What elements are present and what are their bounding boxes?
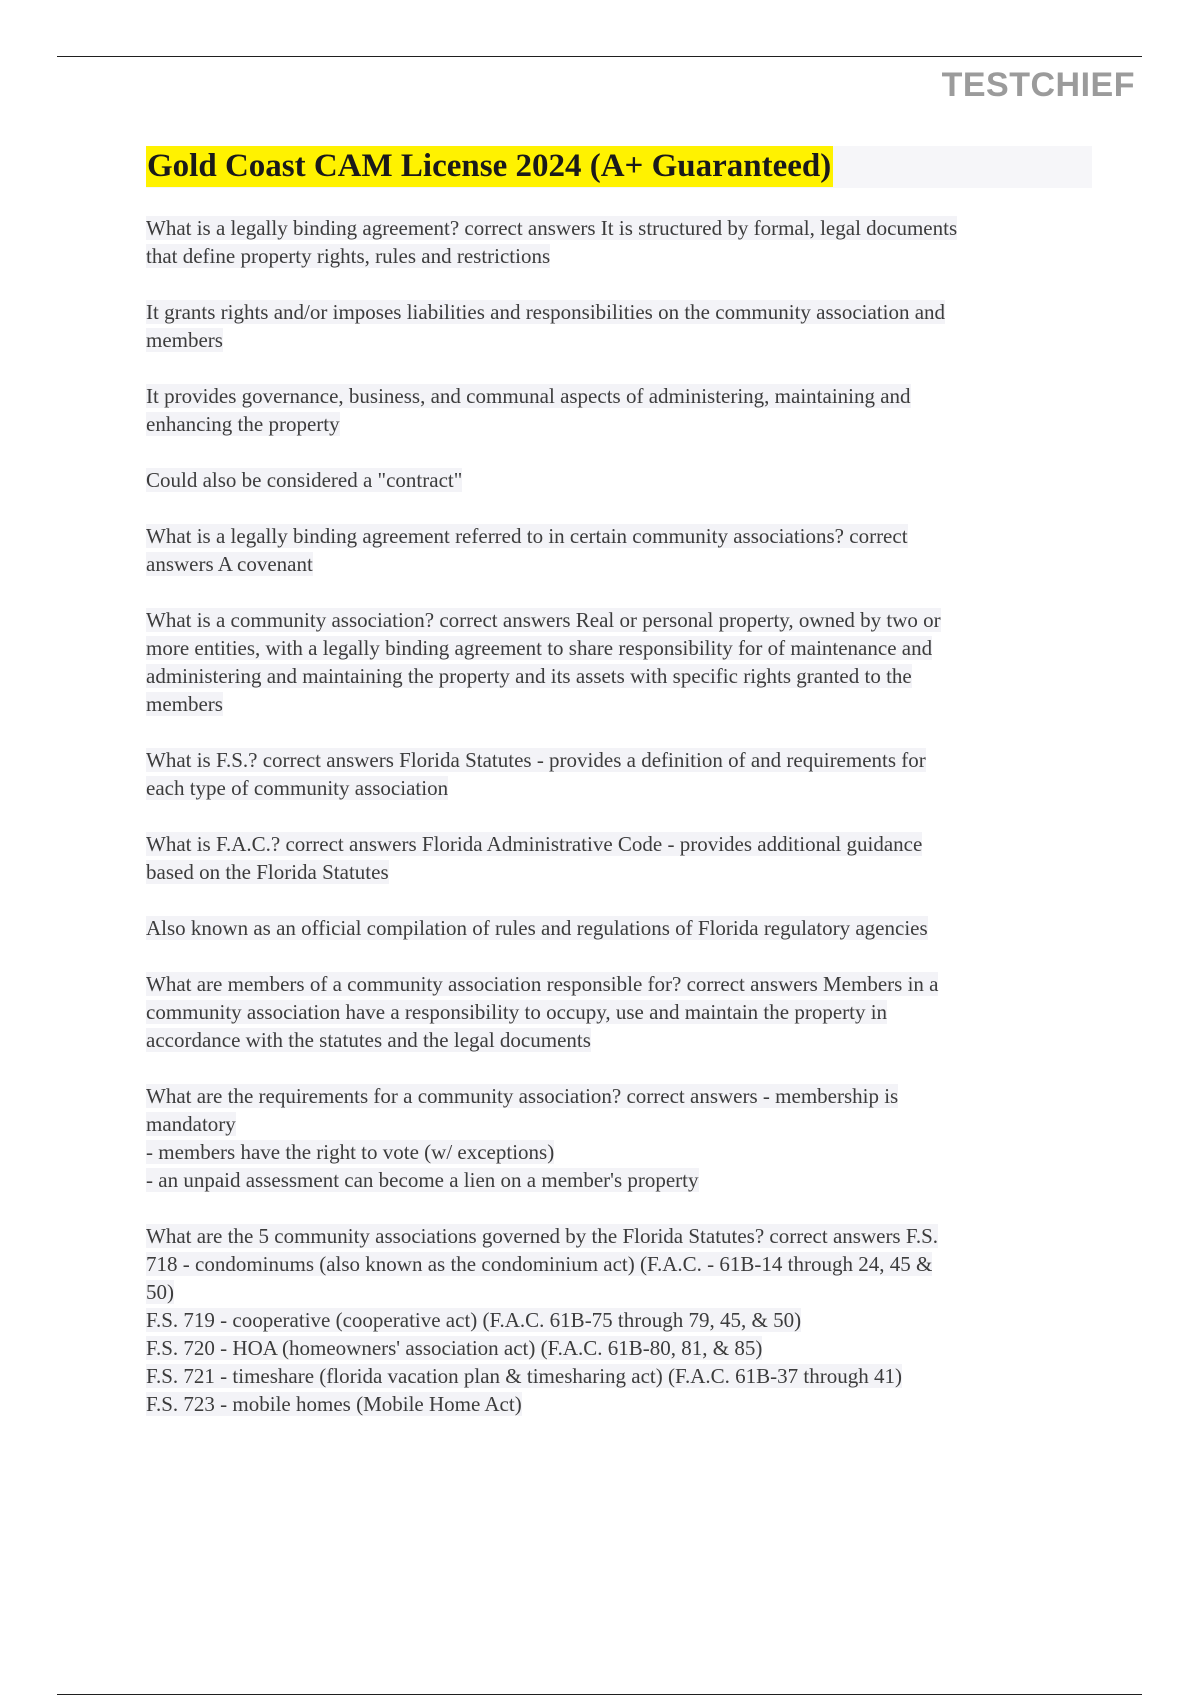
- paragraph: [146, 1082, 1086, 1194]
- text-line: each type of community association: [146, 776, 449, 800]
- text-line: members: [146, 692, 223, 716]
- text-line: What is F.S.? correct answers Florida Statutes - provides a definition of and requirements for: [146, 748, 926, 772]
- paragraph: [146, 382, 1086, 438]
- text-line: 718 - condominums (also known as the condominium act) (F.A.C. - 61B-14 through 24, 45 &: [146, 1252, 933, 1276]
- document-title: Gold Coast CAM License 2024 (A+ Guaranteed): [146, 146, 833, 187]
- paragraph: [146, 466, 1086, 494]
- text-line: - an unpaid assessment can become a lien on a member's property: [146, 1168, 699, 1192]
- header-rule: [57, 56, 1142, 57]
- paragraph: [146, 830, 1086, 886]
- text-line: What are the 5 community associations governed by the Florida Statutes? correct answers F.S.: [146, 1224, 939, 1248]
- paragraph: [146, 214, 1086, 270]
- paragraph: [146, 914, 1086, 942]
- paragraph: [146, 298, 1086, 354]
- paragraph: [146, 606, 1086, 718]
- text-line: It provides governance, business, and communal aspects of administering, maintaining and: [146, 384, 911, 408]
- text-line: F.S. 721 - timeshare (florida vacation plan & timesharing act) (F.A.C. 61B-37 through 41): [146, 1364, 902, 1388]
- text-line: mandatory: [146, 1112, 236, 1136]
- brand-watermark: TESTCHIEF: [941, 66, 1135, 104]
- paragraph: [146, 1222, 1086, 1418]
- text-line: What is F.A.C.? correct answers Florida Administrative Code - provides additional guidance: [146, 832, 923, 856]
- paragraph: [146, 970, 1086, 1054]
- text-line: answers A covenant: [146, 552, 313, 576]
- text-line: - members have the right to vote (w/ exceptions): [146, 1140, 555, 1164]
- text-line: administering and maintaining the property and its assets with specific rights granted to the: [146, 664, 912, 688]
- text-line: What are members of a community association responsible for? correct answers Members in a: [146, 972, 939, 996]
- document-body: [146, 214, 1086, 1446]
- text-line: 50): [146, 1280, 174, 1304]
- text-line: enhancing the property: [146, 412, 340, 436]
- text-line: based on the Florida Statutes: [146, 860, 389, 884]
- text-line: What is a legally binding agreement? correct answers It is structured by formal, legal documents: [146, 216, 958, 240]
- text-line: F.S. 719 - cooperative (cooperative act) (F.A.C. 61B-75 through 79, 45, & 50): [146, 1308, 802, 1332]
- text-line: that define property rights, rules and restrictions: [146, 244, 551, 268]
- text-line: more entities, with a legally binding agreement to share responsibility for of maintenance and: [146, 636, 933, 660]
- text-line: Also known as an official compilation of rules and regulations of Florida regulatory agencies: [146, 916, 928, 940]
- paragraph: [146, 746, 1086, 802]
- text-line: What is a community association? correct answers Real or personal property, owned by two or: [146, 608, 941, 632]
- text-line: What are the requirements for a community association? correct answers - membership is: [146, 1084, 899, 1108]
- text-line: Could also be considered a "contract": [146, 468, 463, 492]
- text-line: accordance with the statutes and the legal documents: [146, 1028, 591, 1052]
- text-line: What is a legally binding agreement referred to in certain community associations? correct: [146, 524, 908, 548]
- footer-rule: [57, 1694, 1142, 1695]
- text-line: F.S. 720 - HOA (homeowners' association act) (F.A.C. 61B-80, 81, & 85): [146, 1336, 763, 1360]
- paragraph: [146, 522, 1086, 578]
- text-line: It grants rights and/or imposes liabilities and responsibilities on the community association and: [146, 300, 946, 324]
- text-line: community association have a responsibility to occupy, use and maintain the property in: [146, 1000, 888, 1024]
- text-line: F.S. 723 - mobile homes (Mobile Home Act): [146, 1392, 522, 1416]
- text-line: members: [146, 328, 223, 352]
